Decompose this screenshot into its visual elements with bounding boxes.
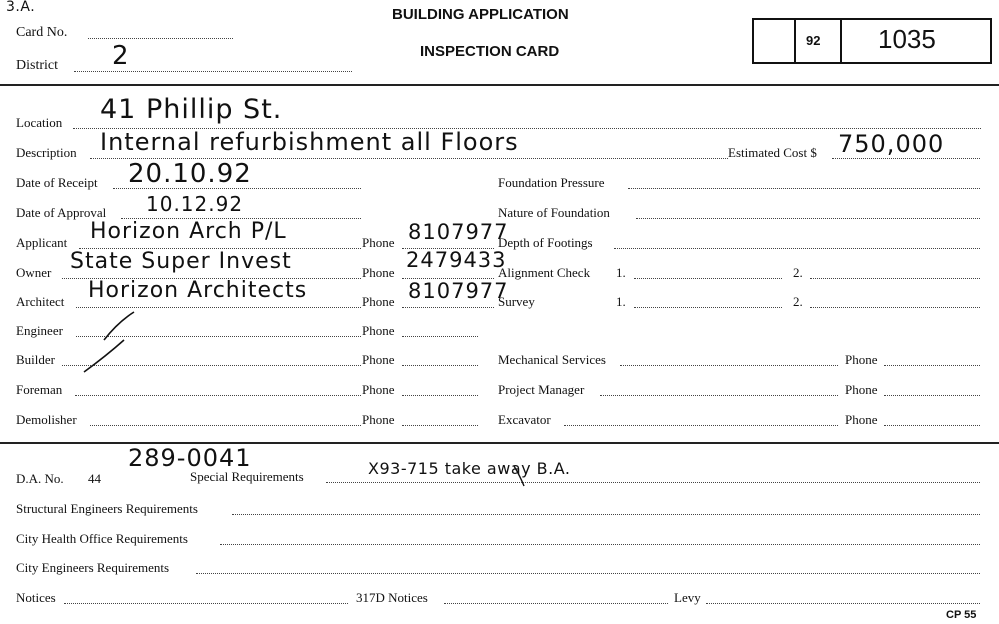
survey-field-1[interactable] xyxy=(634,307,782,308)
date-approval-label: Date of Approval xyxy=(16,205,107,220)
foreman-phone-label: Phone xyxy=(362,382,395,397)
notices-field[interactable] xyxy=(64,603,348,604)
health-requirements-label: City Health Office Requirements xyxy=(16,531,188,546)
applicant-label: Applicant xyxy=(16,235,68,250)
date-receipt-value: 20.10.92 xyxy=(128,159,252,189)
alignment-check-field-1[interactable] xyxy=(634,278,782,279)
excavator-label: Excavator xyxy=(498,412,551,427)
structural-requirements-field[interactable] xyxy=(232,514,980,515)
levy-label: Levy xyxy=(674,590,701,605)
mechanical-services-label: Mechanical Services xyxy=(498,352,606,367)
nature-foundation-field[interactable] xyxy=(636,218,980,219)
city-engineers-requirements-label: City Engineers Requirements xyxy=(16,560,170,575)
da-no-value: 289-0041 xyxy=(128,444,252,472)
mechanical-services-field[interactable] xyxy=(620,365,838,366)
owner-phone-label: Phone xyxy=(362,265,395,280)
foundation-pressure-label: Foundation Pressure xyxy=(498,175,605,190)
project-manager-phone-label: Phone xyxy=(845,382,878,397)
nature-foundation-label: Nature of Foundation xyxy=(498,205,610,220)
architect-value: Horizon Architects xyxy=(88,278,308,303)
architect-label: Architect xyxy=(16,294,65,309)
builder-phone-field[interactable] xyxy=(402,365,478,366)
architect-phone-value: 8107977 xyxy=(408,279,509,303)
levy-field[interactable] xyxy=(706,603,980,604)
corner-note: 3.A. xyxy=(6,0,36,15)
form-code: CP 55 xyxy=(946,609,977,621)
applicant-phone-label: Phone xyxy=(362,235,395,250)
survey-num2: 2. xyxy=(793,294,803,309)
estimated-cost-label: Estimated Cost $ xyxy=(728,145,817,160)
owner-phone-value: 2479433 xyxy=(406,248,507,272)
builder-strike-line xyxy=(84,340,124,372)
applicant-phone-value: 8107977 xyxy=(408,220,509,244)
district-label: District xyxy=(16,58,58,73)
notices-317d-field[interactable] xyxy=(444,603,668,604)
depth-footings-field[interactable] xyxy=(614,248,980,249)
notices-label: Notices xyxy=(16,590,56,605)
description-value: Internal refurbishment all Floors xyxy=(100,128,519,156)
card-no-label: Card No. xyxy=(16,25,68,40)
foreman-label: Foreman xyxy=(16,382,63,397)
engineer-label: Engineer xyxy=(16,323,63,338)
special-requirements-value: X93-715 take away B.A. xyxy=(368,459,571,478)
mechanical-phone-field[interactable] xyxy=(884,365,980,366)
engineer-phone-field[interactable] xyxy=(402,336,478,337)
excavator-phone-field[interactable] xyxy=(884,425,980,426)
health-requirements-field[interactable] xyxy=(220,544,980,545)
project-manager-field[interactable] xyxy=(600,395,838,396)
excavator-field[interactable] xyxy=(564,425,838,426)
date-approval-value: 10.12.92 xyxy=(146,192,244,216)
structural-requirements-label: Structural Engineers Requirements xyxy=(16,501,198,516)
description-label: Description xyxy=(16,145,77,160)
owner-value: State Super Invest xyxy=(70,249,292,274)
alignment-check-num1: 1. xyxy=(616,265,626,280)
survey-field-2[interactable] xyxy=(810,307,980,308)
engineer-strike-line xyxy=(104,312,134,340)
foundation-pressure-field[interactable] xyxy=(628,188,980,189)
alignment-check-field-2[interactable] xyxy=(810,278,980,279)
reference-prefix: 92 xyxy=(806,33,821,48)
date-receipt-label: Date of Receipt xyxy=(16,175,98,190)
demolisher-phone-field[interactable] xyxy=(402,425,478,426)
special-requirements-field[interactable] xyxy=(326,482,980,483)
da-no-prefix: 44 xyxy=(88,471,101,486)
architect-phone-field[interactable] xyxy=(402,307,494,308)
notices-317d-label: 317D Notices xyxy=(356,590,428,605)
survey-num1: 1. xyxy=(616,294,626,309)
alignment-check-num2: 2. xyxy=(793,265,803,280)
district-value: 2 xyxy=(112,41,130,71)
mechanical-phone-label: Phone xyxy=(845,352,878,367)
engineer-phone-label: Phone xyxy=(362,323,395,338)
architect-phone-label: Phone xyxy=(362,294,395,309)
project-manager-label: Project Manager xyxy=(498,382,585,397)
demolisher-label: Demolisher xyxy=(16,412,77,427)
project-manager-phone-field[interactable] xyxy=(884,395,980,396)
location-label: Location xyxy=(16,115,63,130)
da-no-label: D.A. No. xyxy=(16,471,64,486)
foreman-phone-field[interactable] xyxy=(402,395,478,396)
location-value: 41 Phillip St. xyxy=(100,94,283,125)
title-line2: INSPECTION CARD xyxy=(420,43,560,60)
applicant-value: Horizon Arch P/L xyxy=(90,219,287,244)
reference-number: 1035 xyxy=(878,24,936,54)
special-requirements-label: Special Requirements xyxy=(190,469,304,484)
depth-footings-label: Depth of Footings xyxy=(498,235,593,250)
alignment-check-label: Alignment Check xyxy=(498,265,591,280)
estimated-cost-value: 750,000 xyxy=(838,130,945,158)
survey-label: Survey xyxy=(498,294,535,309)
demolisher-phone-label: Phone xyxy=(362,412,395,427)
owner-label: Owner xyxy=(16,265,52,280)
city-engineers-requirements-field[interactable] xyxy=(196,573,980,574)
builder-label: Builder xyxy=(16,352,55,367)
builder-phone-label: Phone xyxy=(362,352,395,367)
excavator-phone-label: Phone xyxy=(845,412,878,427)
title-line1: BUILDING APPLICATION xyxy=(392,6,569,23)
